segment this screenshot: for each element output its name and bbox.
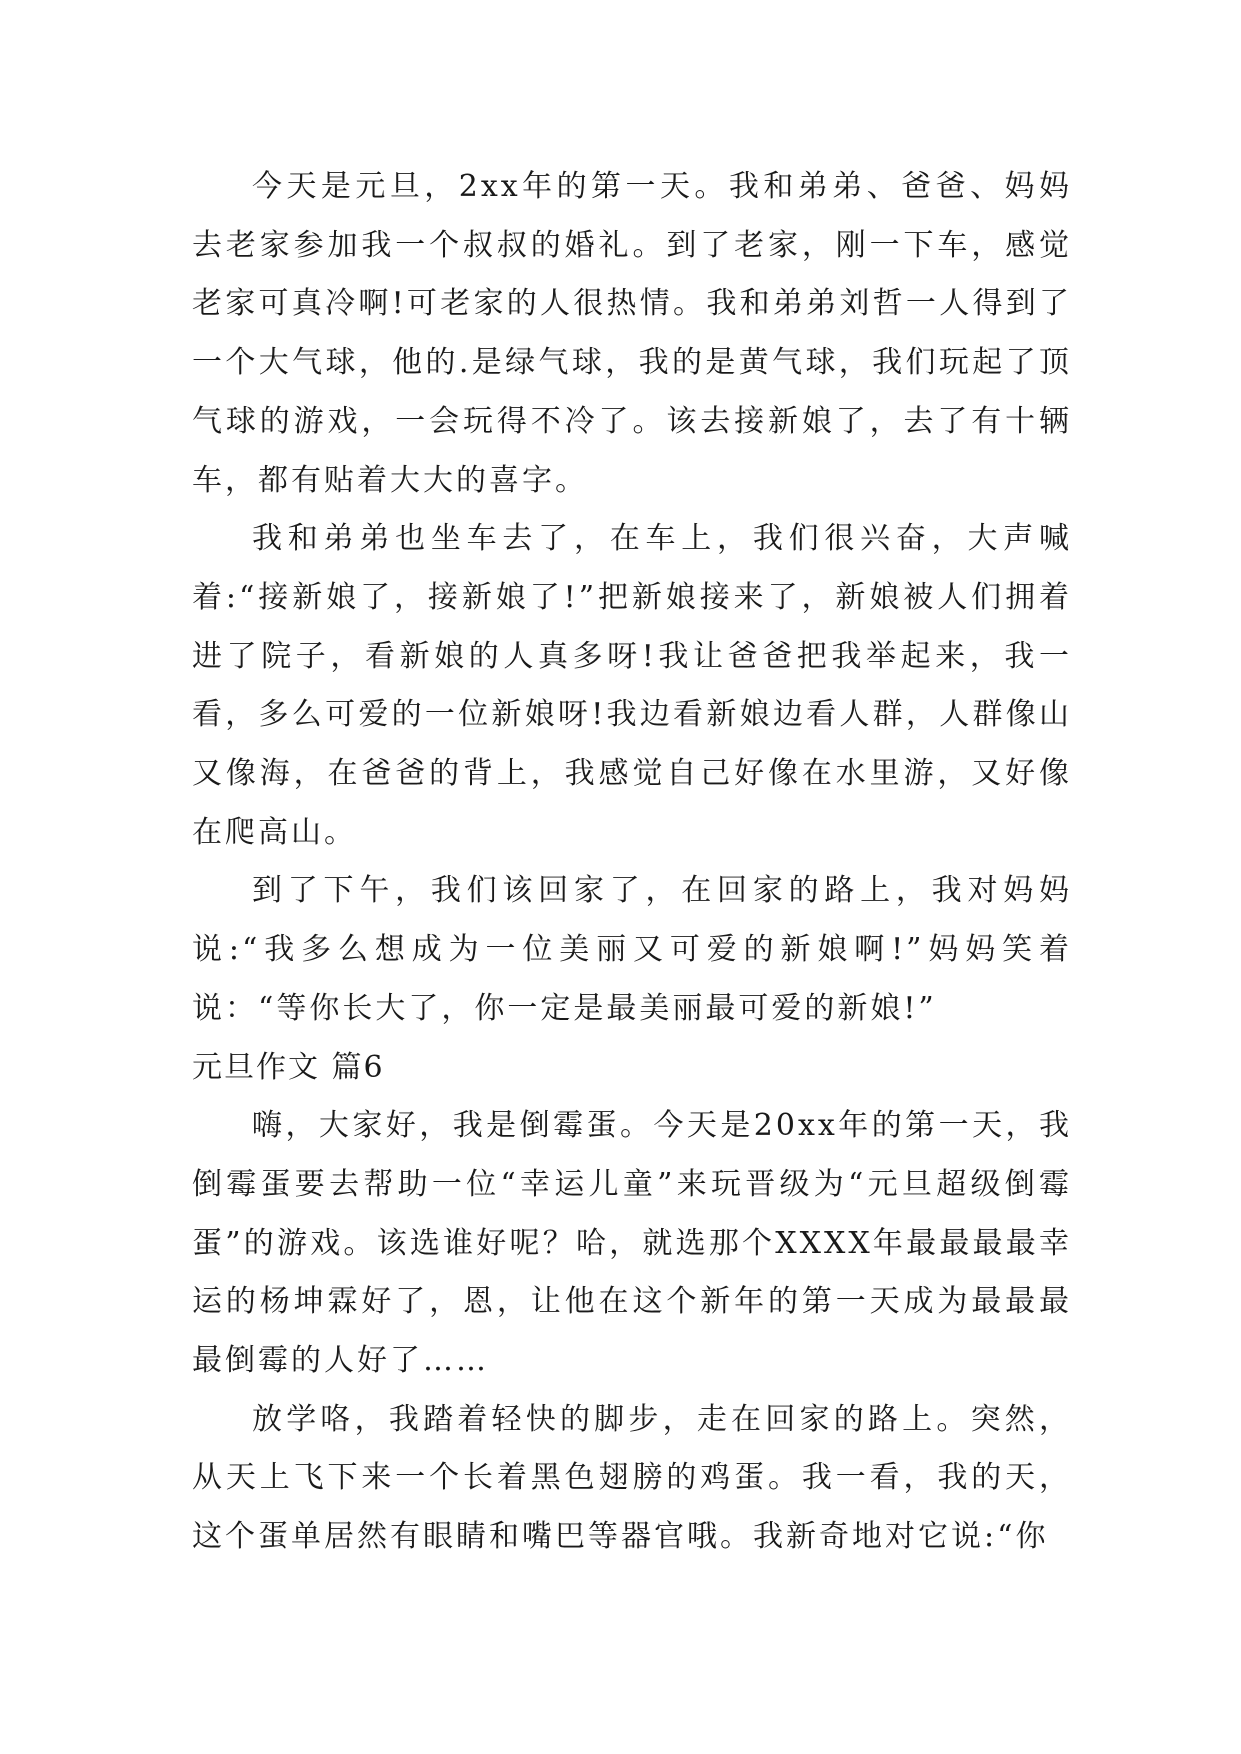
section-heading: 元旦作文 篇6 bbox=[192, 1049, 385, 1085]
paragraph-new-year-wedding: 今天是元旦，2xx年的第一天。我和弟弟、爸爸、妈妈去老家参加我一个叔叔的婚礼。到了老家，刚一下车，感觉老家可真冷啊!可老家的人很热情。我和弟弟刘哲一人得到了一个大气球，他的.是绿气球，我的是黄气球，我们玩起了顶气球的游戏，一会玩得不冷了。该去接新娘了，去了有十辆车，都有贴着大大的喜字。 bbox=[192, 169, 1072, 498]
paragraph-unlucky-egg-intro: 嗨，大家好，我是倒霉蛋。今天是20xx年的第一天，我倒霉蛋要去帮助一位“幸运儿童”来玩晋级为“元旦超级倒霉蛋”的游戏。该选谁好呢？哈，就选那个XXXX年最最最最幸运的杨坤霖好了，恩，让他在这个新年的第一天成为最最最最倒霉的人好了…… bbox=[192, 1108, 1072, 1379]
paragraph-going-home: 到了下午，我们该回家了，在回家的路上，我对妈妈说:“我多么想成为一位美丽又可爱的新娘啊!”妈妈笑着说：“等你长大了，你一定是最美丽最可爱的新娘!” bbox=[192, 873, 1072, 1026]
paragraph-picking-up-bride: 我和弟弟也坐车去了，在车上，我们很兴奋，大声喊着:“接新娘了，接新娘了!”把新娘接来了，新娘被人们拥着进了院子，看新娘的人真多呀!我让爸爸把我举起来，我一看，多么可爱的一位新娘呀!我边看新娘边看人群，人群像山又像海，在爸爸的背上，我感觉自己好像在水里游，又好像在爬高山。 bbox=[192, 521, 1072, 850]
document-body bbox=[192, 158, 1072, 1567]
paragraph-after-school: 放学咯，我踏着轻快的脚步，走在回家的路上。突然，从天上飞下来一个长着黑色翅膀的鸡蛋。我一看，我的天，这个蛋单居然有眼睛和嘴巴等器官哦。我新奇地对它说:“你 bbox=[192, 1401, 1072, 1555]
